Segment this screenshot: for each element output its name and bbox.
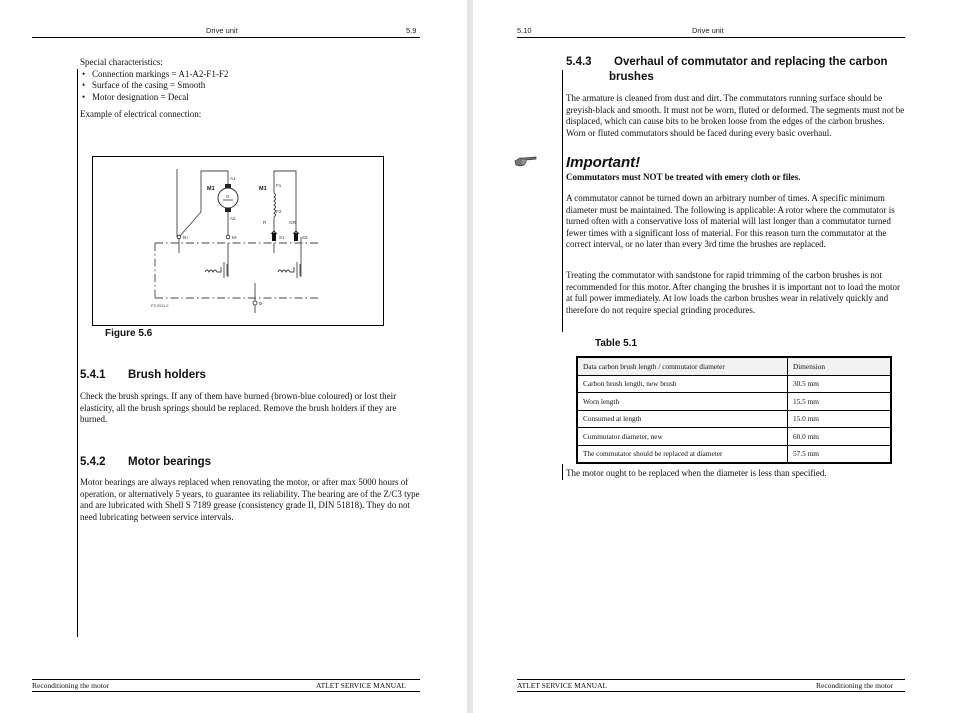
label-r: R <box>263 220 267 225</box>
motor-bearings-text: Motor bearings are always replaced when renovating the motor, or after max 5000 hours of operation, or alternatively 5 years, to guarantee its reliability. The bearing are of the Z/C3 type and are lubricated with Shell S 7189 grease (consistency grade II, DIN 51818). They do not need lubricating between service intervals. <box>80 477 420 522</box>
label-s1: S1 <box>279 235 285 240</box>
table-row <box>577 428 891 446</box>
connector-s1 <box>272 233 276 241</box>
wiring-diagram <box>92 156 384 326</box>
label-a2: A2 <box>230 216 236 221</box>
table-cell-value: 15.0 mm <box>788 410 892 428</box>
label-gr: GR <box>289 220 296 225</box>
right-footer-rule-bottom <box>517 691 905 692</box>
table-header-cell: Dimension <box>788 357 892 375</box>
label-g: G <box>226 194 230 199</box>
table-cell-label: Worn length <box>577 393 788 411</box>
right-header-rule <box>517 37 905 38</box>
table-cell-label: Cummutator diameter, new <box>577 428 788 446</box>
right-page-number: 5.10 <box>517 26 532 35</box>
table-header-cell: Data carbon brush length / commutator diameter <box>577 357 788 375</box>
section-heading-commutator <box>566 55 906 85</box>
label-m-minus: M- <box>232 235 238 240</box>
label-m1-armature: M1 <box>207 186 215 192</box>
pointing-hand-icon <box>514 155 538 169</box>
left-header-title: Drive unit <box>206 26 238 35</box>
commutator-paragraph-1: The armature is cleaned from dust and dirt. The commutators running surface should be greyish-black and smooth. It must not be worn, fluted or deformed. The segments must not be displaced, which can cause bits to be broken loose from the edges of the carbon brushes. Worn or fluted commutators should be faced during every basic overhaul. <box>566 93 905 138</box>
label-m1-field: M1 <box>259 186 267 192</box>
table-cell-value: 30.5 mm <box>788 375 892 393</box>
section-title: Overhaul of commutator and replacing the carbon <box>614 56 888 68</box>
table-caption: Table 5.1 <box>595 338 638 349</box>
left-footer-right: ATLET SERVICE MANUAL <box>316 681 407 690</box>
section-number: 5.4.1 <box>80 369 106 381</box>
terminal-m-minus <box>226 235 230 239</box>
section-title-continued: brushes <box>609 71 654 83</box>
section-number: 5.4.2 <box>80 456 106 468</box>
right-footer-left: ATLET SERVICE MANUAL <box>517 681 608 690</box>
right-change-bar-bottom <box>562 464 563 480</box>
section-title: Motor bearings <box>128 456 212 468</box>
important-note: Commutators must NOT be treated with emery cloth or files. <box>566 172 801 182</box>
transistor-right <box>278 262 300 278</box>
special-characteristics-intro: Special characteristics: <box>80 57 163 67</box>
commutator-data-table <box>576 356 892 464</box>
left-footer-rule-top <box>32 679 420 680</box>
left-footer-rule-bottom <box>32 691 420 692</box>
table-row <box>577 410 891 428</box>
table-cell-label: Carbon brush length, new brush <box>577 375 788 393</box>
characteristics-list <box>80 69 420 104</box>
left-change-bar <box>77 69 78 637</box>
characteristic-item: • Motor designation = Decal <box>80 92 420 104</box>
example-label: Example of electrical connection: <box>80 109 202 120</box>
table-cell-value: 57.5 mm <box>788 445 892 463</box>
section-heading-motor-bearings <box>80 456 211 468</box>
table-row <box>577 393 891 411</box>
table-header-row <box>577 357 891 375</box>
brush-holders-text: Check the brush springs. If any of them have burned (brown-blue coloured) or lost their elasticity, all the brush springs should be replaced. Remove the brush holders if they are burned. <box>80 391 397 425</box>
left-page-number: 5.9 <box>406 26 417 35</box>
section-heading-brush-holders <box>80 369 206 381</box>
figure-reference: FS 2011-2 <box>151 304 169 308</box>
characteristic-item: • Connection markings = A1-A2-F1-F2 <box>80 69 420 81</box>
table-cell-value: 60.0 mm <box>788 428 892 446</box>
label-a1: A1 <box>230 176 236 181</box>
closing-text: The motor ought to be replaced when the diameter is less than specified. <box>566 468 827 478</box>
label-f2: F2 <box>276 209 282 214</box>
transistor-left <box>205 262 227 278</box>
right-footer-right: Reconditioning the motor <box>816 681 894 690</box>
left-footer-left: Reconditioning the motor <box>32 681 110 690</box>
wire-diagonal <box>179 212 201 237</box>
terminal-b-minus <box>253 301 257 305</box>
right-header-title: Drive unit <box>692 26 724 35</box>
important-title: Important! <box>566 154 641 171</box>
label-f1: F1 <box>276 183 282 188</box>
table-row <box>577 445 891 463</box>
label-s2: S2 <box>302 235 308 240</box>
special-characteristics <box>80 57 420 121</box>
commutator-paragraph-3: Treating the commutator with sandstone for rapid trimming of the carbon brushes is not recommended for this motor. After changing the brushes it is important not to load the motor at full power immediately. At low loads the carbon brushes wear in relatively quickly and therefore do not require special grinding procedures. <box>566 270 900 315</box>
right-footer-rule-top <box>517 679 905 680</box>
left-header-rule <box>32 37 420 38</box>
figure-caption: Figure 5.6 <box>105 328 153 339</box>
right-change-bar-top <box>562 70 563 332</box>
terminal-b-plus <box>177 235 181 239</box>
commutator-paragraph-2: A commutator cannot be turned down an arbitrary number of times. A specific minimum diameter must be maintained. The following is applicable: A rotor where the commutator is turned often with a conservative loss of material will last longer than a commutator turned fewer times with a significant loss of material. For this reason turn the commutator at the correct interval, or no later than every 3rd time the brushes are replaced. <box>566 193 895 250</box>
table-cell-value: 15.5 mm <box>788 393 892 411</box>
section-number: 5.4.3 <box>566 56 592 68</box>
table-row <box>577 375 891 393</box>
wiring-diagram-svg <box>93 157 383 325</box>
label-b-minus: B- <box>259 301 264 306</box>
table-cell-label: The commutator should be replaced at diameter <box>577 445 788 463</box>
table-cell-label: Consumed at length <box>577 410 788 428</box>
label-b-plus: B+ <box>183 235 189 240</box>
connector-s2 <box>294 233 298 241</box>
characteristic-item: • Surface of the casing = Smooth <box>80 80 420 92</box>
section-title: Brush holders <box>128 369 206 381</box>
